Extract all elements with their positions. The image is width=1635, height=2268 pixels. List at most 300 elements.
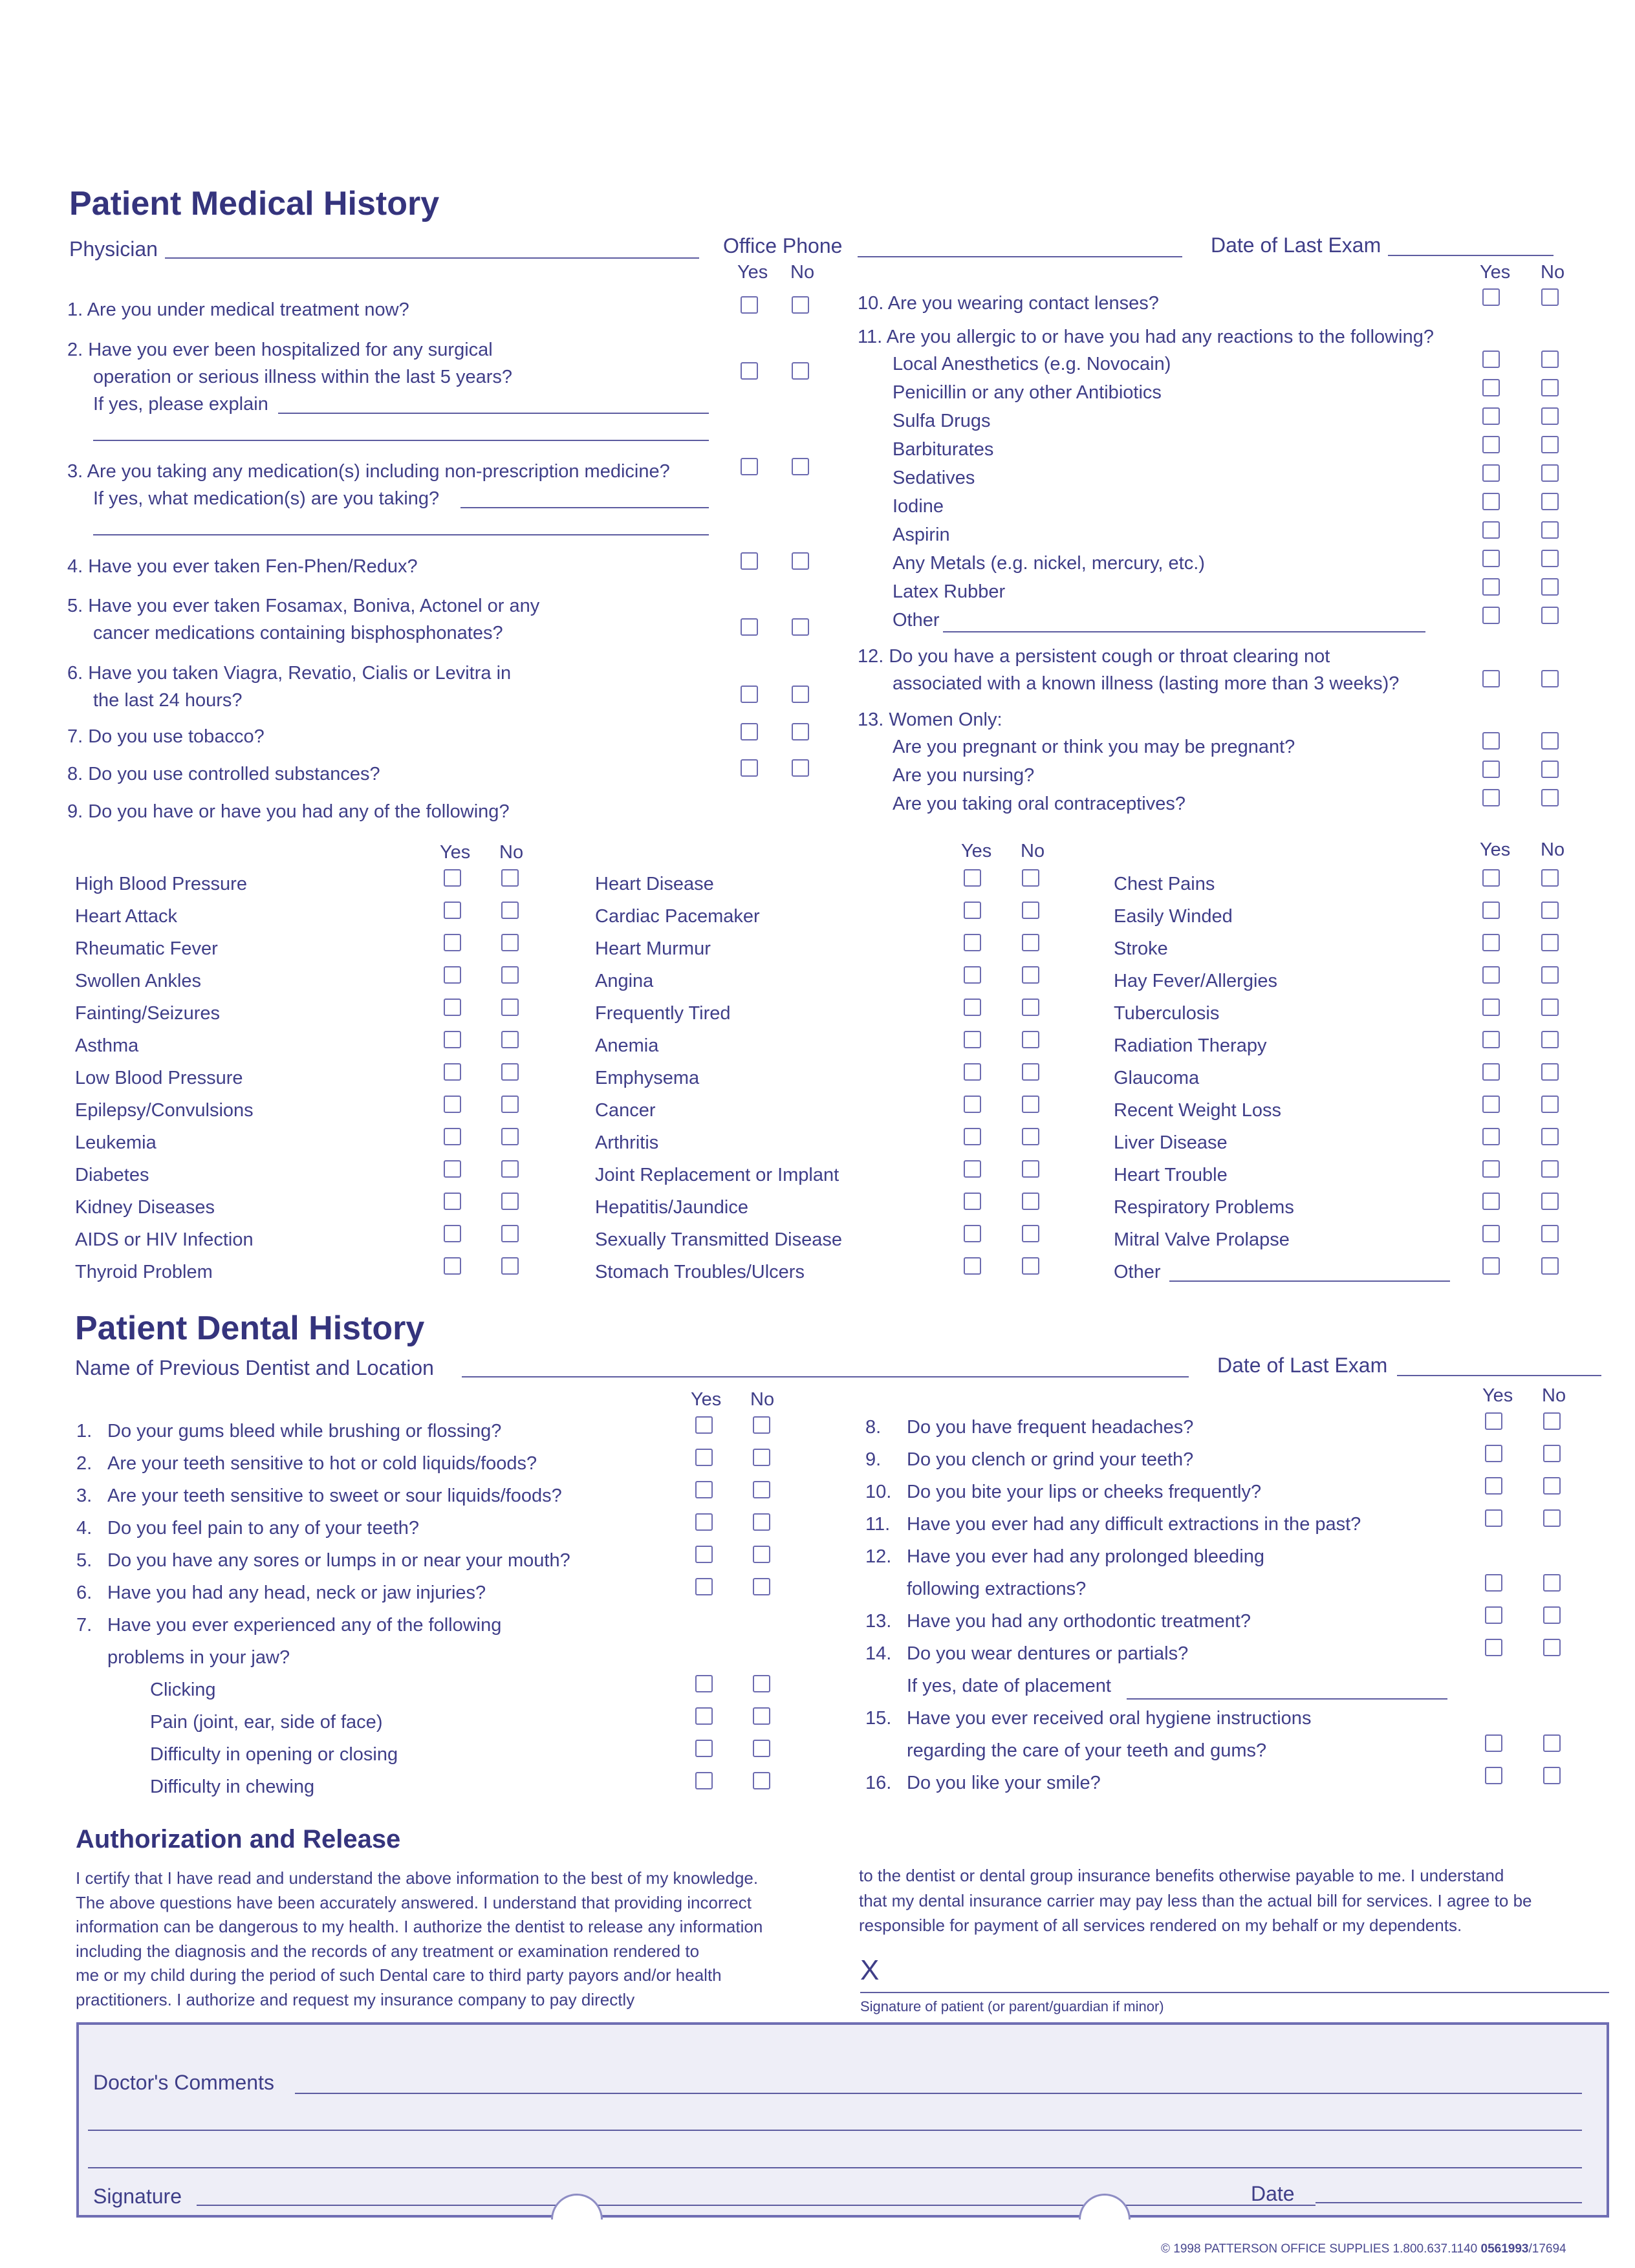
explain-field-2[interactable] bbox=[93, 440, 709, 441]
condition-2-9-yes-checkbox[interactable] bbox=[1482, 1160, 1500, 1178]
no-header: No bbox=[1541, 839, 1565, 860]
allergy-2-yes-checkbox[interactable] bbox=[1482, 407, 1500, 425]
contact-lenses-yes-checkbox[interactable] bbox=[1482, 288, 1500, 306]
persistent-cough-yes-checkbox[interactable] bbox=[1482, 670, 1500, 687]
condition-other-field[interactable] bbox=[1169, 1280, 1450, 1282]
medical-q4-yes-checkbox[interactable] bbox=[741, 552, 758, 570]
jaw-0-no-checkbox[interactable] bbox=[753, 1675, 770, 1692]
condition-1-10-no-checkbox[interactable] bbox=[1022, 1193, 1039, 1210]
condition-0-0-no-checkbox[interactable] bbox=[501, 869, 519, 887]
doctor-date-label: Date bbox=[1251, 2182, 1295, 2205]
yes-header: Yes bbox=[1480, 839, 1511, 860]
condition-0-0-yes-checkbox[interactable] bbox=[444, 869, 461, 887]
signature-caption: Signature of patient (or parent/guardian if minor) bbox=[860, 1998, 1164, 2014]
dental-question: If yes, date of placement bbox=[907, 1676, 1111, 1696]
question-3-cont: If yes, what medication(s) are you taking? bbox=[93, 488, 440, 509]
condition-label: Arthritis bbox=[595, 1132, 659, 1153]
condition-label: Emphysema bbox=[595, 1068, 700, 1088]
condition-0-10-no-checkbox[interactable] bbox=[501, 1193, 519, 1210]
dental-right-1-no-checkbox[interactable] bbox=[1543, 1445, 1561, 1462]
question-13: 13. Women Only: bbox=[858, 709, 1002, 730]
condition-1-5-no-checkbox[interactable] bbox=[1022, 1031, 1039, 1048]
condition-2-2-no-checkbox[interactable] bbox=[1541, 934, 1559, 951]
jaw-2-no-checkbox[interactable] bbox=[753, 1740, 770, 1757]
condition-2-1-yes-checkbox[interactable] bbox=[1482, 902, 1500, 919]
dental-question: problems in your jaw? bbox=[107, 1647, 290, 1668]
dental-q6-no-checkbox[interactable] bbox=[753, 1578, 770, 1595]
dental-question: Do you like your smile? bbox=[907, 1773, 1101, 1793]
condition-label: Hay Fever/Allergies bbox=[1114, 971, 1278, 991]
medication-field-2[interactable] bbox=[93, 534, 709, 535]
dental-right-0-no-checkbox[interactable] bbox=[1543, 1412, 1561, 1430]
dental-q5-yes-checkbox[interactable] bbox=[695, 1546, 713, 1563]
medical-q2-yes-checkbox[interactable] bbox=[741, 362, 758, 380]
dental-question: Have you had any head, neck or jaw injuries? bbox=[107, 1582, 486, 1603]
dental-right-5-no-checkbox[interactable] bbox=[1543, 1606, 1561, 1624]
yes-header: Yes bbox=[691, 1389, 722, 1410]
medical-q6-no-checkbox[interactable] bbox=[792, 686, 809, 703]
doctor-comments-line-2[interactable] bbox=[88, 2130, 1582, 2131]
condition-0-6-no-checkbox[interactable] bbox=[501, 1063, 519, 1081]
placement-date-field[interactable] bbox=[1127, 1698, 1447, 1700]
dental-question-number: 7. bbox=[76, 1615, 92, 1636]
dental-question: Do your gums bleed while brushing or flossing? bbox=[107, 1421, 502, 1442]
allergy-1-no-checkbox[interactable] bbox=[1541, 379, 1559, 396]
condition-1-2-no-checkbox[interactable] bbox=[1022, 934, 1039, 951]
no-header: No bbox=[1021, 841, 1045, 861]
physician-label: Physician bbox=[69, 237, 158, 261]
signature-x-mark: X bbox=[860, 1954, 880, 1986]
condition-0-8-no-checkbox[interactable] bbox=[501, 1128, 519, 1145]
allergy-6-no-checkbox[interactable] bbox=[1541, 521, 1559, 539]
allergy-item: Any Metals (e.g. nickel, mercury, etc.) bbox=[893, 553, 1205, 574]
condition-1-11-yes-checkbox[interactable] bbox=[964, 1225, 981, 1242]
condition-1-3-no-checkbox[interactable] bbox=[1022, 966, 1039, 984]
doctor-comments-line-1[interactable] bbox=[295, 2093, 1582, 2094]
question-10: 10. Are you wearing contact lenses? bbox=[858, 293, 1159, 314]
condition-2-8-no-checkbox[interactable] bbox=[1541, 1128, 1559, 1145]
allergy-item: Penicillin or any other Antibiotics bbox=[893, 382, 1162, 403]
women-0-no-checkbox[interactable] bbox=[1541, 732, 1559, 750]
authorization-text-line: responsible for payment of all services rendered on my behalf or my dependents. bbox=[859, 1916, 1462, 1935]
condition-1-12-no-checkbox[interactable] bbox=[1022, 1257, 1039, 1275]
allergy-7-no-checkbox[interactable] bbox=[1541, 550, 1559, 567]
condition-1-3-yes-checkbox[interactable] bbox=[964, 966, 981, 984]
dental-question-number: 13. bbox=[865, 1611, 892, 1632]
allergy-0-no-checkbox[interactable] bbox=[1541, 351, 1559, 368]
condition-label: Respiratory Problems bbox=[1114, 1197, 1294, 1218]
no-header: No bbox=[499, 842, 524, 863]
medical-q8-no-checkbox[interactable] bbox=[792, 759, 809, 777]
allergy-other-field[interactable] bbox=[943, 631, 1425, 632]
last-exam-field[interactable] bbox=[1388, 255, 1554, 256]
condition-label: Frequently Tired bbox=[595, 1003, 731, 1024]
medical-q3-no-checkbox[interactable] bbox=[792, 458, 809, 475]
condition-1-7-yes-checkbox[interactable] bbox=[964, 1096, 981, 1113]
dental-q1-yes-checkbox[interactable] bbox=[695, 1416, 713, 1434]
jaw-0-yes-checkbox[interactable] bbox=[695, 1675, 713, 1692]
dental-question-number: 2. bbox=[76, 1453, 92, 1474]
condition-2-10-yes-checkbox[interactable] bbox=[1482, 1193, 1500, 1210]
condition-0-5-no-checkbox[interactable] bbox=[501, 1031, 519, 1048]
question-5-cont: cancer medications containing bisphosphonates? bbox=[93, 623, 503, 643]
medical-q7-no-checkbox[interactable] bbox=[792, 723, 809, 740]
dental-question-number: 16. bbox=[865, 1773, 892, 1793]
doctor-comments-line-3[interactable] bbox=[88, 2167, 1582, 2168]
jaw-1-yes-checkbox[interactable] bbox=[695, 1707, 713, 1725]
question-6: 6. Have you taken Viagra, Revatio, Cialis or Levitra in bbox=[67, 663, 512, 684]
persistent-cough-no-checkbox[interactable] bbox=[1541, 670, 1559, 687]
condition-2-8-yes-checkbox[interactable] bbox=[1482, 1128, 1500, 1145]
explain-field[interactable] bbox=[278, 413, 709, 414]
dental-right-7-yes-checkbox[interactable] bbox=[1485, 1734, 1502, 1752]
women-question: Are you pregnant or think you may be pregnant? bbox=[893, 737, 1295, 757]
medical-q8-yes-checkbox[interactable] bbox=[741, 759, 758, 777]
dental-question-number: 10. bbox=[865, 1482, 892, 1502]
condition-0-9-no-checkbox[interactable] bbox=[501, 1160, 519, 1178]
dental-question: Do you feel pain to any of your teeth? bbox=[107, 1518, 420, 1539]
dental-q5-no-checkbox[interactable] bbox=[753, 1546, 770, 1563]
condition-1-6-yes-checkbox[interactable] bbox=[964, 1063, 981, 1081]
jaw-1-no-checkbox[interactable] bbox=[753, 1707, 770, 1725]
allergy-5-no-checkbox[interactable] bbox=[1541, 493, 1559, 510]
question-12: 12. Do you have a persistent cough or throat clearing not bbox=[858, 646, 1330, 667]
condition-1-11-no-checkbox[interactable] bbox=[1022, 1225, 1039, 1242]
authorization-title: Authorization and Release bbox=[76, 1825, 401, 1853]
jaw-3-no-checkbox[interactable] bbox=[753, 1772, 770, 1789]
dental-question-number: 9. bbox=[865, 1449, 882, 1470]
dental-right-4-yes-checkbox[interactable] bbox=[1485, 1574, 1502, 1592]
condition-label: Diabetes bbox=[75, 1165, 149, 1185]
condition-2-12-no-checkbox[interactable] bbox=[1541, 1257, 1559, 1275]
authorization-text-line: including the diagnosis and the records of any treatment or examination rendered to bbox=[76, 1941, 700, 1961]
condition-2-3-yes-checkbox[interactable] bbox=[1482, 966, 1500, 984]
women-1-yes-checkbox[interactable] bbox=[1482, 761, 1500, 778]
allergy-item: Latex Rubber bbox=[893, 581, 1006, 602]
yes-header: Yes bbox=[1482, 1385, 1513, 1406]
condition-2-7-no-checkbox[interactable] bbox=[1541, 1096, 1559, 1113]
dental-right-7-no-checkbox[interactable] bbox=[1543, 1734, 1561, 1752]
condition-2-12-yes-checkbox[interactable] bbox=[1482, 1257, 1500, 1275]
condition-0-4-no-checkbox[interactable] bbox=[501, 999, 519, 1016]
condition-1-8-no-checkbox[interactable] bbox=[1022, 1128, 1039, 1145]
dental-q3-no-checkbox[interactable] bbox=[753, 1481, 770, 1498]
dental-right-1-yes-checkbox[interactable] bbox=[1485, 1445, 1502, 1462]
condition-0-2-no-checkbox[interactable] bbox=[501, 934, 519, 951]
dental-last-exam-label: Date of Last Exam bbox=[1217, 1354, 1388, 1377]
medication-field[interactable] bbox=[460, 507, 709, 508]
allergy-8-no-checkbox[interactable] bbox=[1541, 578, 1559, 596]
allergy-5-yes-checkbox[interactable] bbox=[1482, 493, 1500, 510]
condition-label: Anemia bbox=[595, 1035, 659, 1056]
allergy-4-no-checkbox[interactable] bbox=[1541, 464, 1559, 482]
condition-2-0-yes-checkbox[interactable] bbox=[1482, 869, 1500, 887]
previous-dentist-field[interactable] bbox=[462, 1376, 1189, 1377]
condition-0-9-yes-checkbox[interactable] bbox=[444, 1160, 461, 1178]
medical-q5-no-checkbox[interactable] bbox=[792, 618, 809, 636]
allergy-item: Other bbox=[893, 610, 940, 631]
condition-2-4-no-checkbox[interactable] bbox=[1541, 999, 1559, 1016]
condition-label: Cardiac Pacemaker bbox=[595, 906, 760, 927]
dental-right-2-no-checkbox[interactable] bbox=[1543, 1477, 1561, 1495]
dental-question-number: 6. bbox=[76, 1582, 92, 1603]
dental-question-number: 15. bbox=[865, 1708, 892, 1729]
dental-question: Have you ever had any difficult extractions in the past? bbox=[907, 1514, 1361, 1535]
condition-label: Mitral Valve Prolapse bbox=[1114, 1229, 1290, 1250]
copyright-text: © 1998 PATTERSON OFFICE SUPPLIES 1.800.637.1140 bbox=[1161, 2242, 1481, 2256]
question-2-explain: If yes, please explain bbox=[93, 394, 268, 415]
condition-label: Liver Disease bbox=[1114, 1132, 1228, 1153]
condition-label: Heart Trouble bbox=[1114, 1165, 1228, 1185]
condition-label: Epilepsy/Convulsions bbox=[75, 1100, 254, 1121]
doctor-signature-field[interactable] bbox=[197, 2205, 1316, 2206]
condition-1-10-yes-checkbox[interactable] bbox=[964, 1193, 981, 1210]
medical-q3-yes-checkbox[interactable] bbox=[741, 458, 758, 475]
form-code: 0561993 bbox=[1480, 2242, 1529, 2256]
condition-1-8-yes-checkbox[interactable] bbox=[964, 1128, 981, 1145]
dental-right-8-no-checkbox[interactable] bbox=[1543, 1767, 1561, 1784]
question-2-cont: operation or serious illness within the last 5 years? bbox=[93, 367, 512, 387]
condition-2-5-no-checkbox[interactable] bbox=[1541, 1031, 1559, 1048]
dental-question-number: 1. bbox=[76, 1421, 92, 1442]
condition-1-1-yes-checkbox[interactable] bbox=[964, 902, 981, 919]
allergy-2-no-checkbox[interactable] bbox=[1541, 407, 1559, 425]
dental-question: Do you clench or grind your teeth? bbox=[907, 1449, 1194, 1470]
allergy-7-yes-checkbox[interactable] bbox=[1482, 550, 1500, 567]
dental-q1-no-checkbox[interactable] bbox=[753, 1416, 770, 1434]
condition-1-1-no-checkbox[interactable] bbox=[1022, 902, 1039, 919]
women-question: Are you nursing? bbox=[893, 765, 1035, 786]
question-9: 9. Do you have or have you had any of the following? bbox=[67, 801, 510, 822]
women-0-yes-checkbox[interactable] bbox=[1482, 732, 1500, 750]
condition-2-5-yes-checkbox[interactable] bbox=[1482, 1031, 1500, 1048]
office-phone-label: Office Phone bbox=[723, 234, 843, 257]
condition-label: Rheumatic Fever bbox=[75, 938, 218, 959]
dental-right-3-yes-checkbox[interactable] bbox=[1485, 1509, 1502, 1527]
condition-label: Sexually Transmitted Disease bbox=[595, 1229, 842, 1250]
dental-question: Have you had any orthodontic treatment? bbox=[907, 1611, 1251, 1632]
question-8: 8. Do you use controlled substances? bbox=[67, 764, 380, 784]
copyright-footer bbox=[1161, 2242, 1566, 2256]
condition-label: AIDS or HIV Infection bbox=[75, 1229, 254, 1250]
condition-label: Other bbox=[1114, 1262, 1161, 1282]
doctor-date-field[interactable] bbox=[1316, 2202, 1582, 2203]
question-4: 4. Have you ever taken Fen-Phen/Redux? bbox=[67, 556, 418, 577]
allergy-item: Local Anesthetics (e.g. Novocain) bbox=[893, 354, 1171, 374]
yes-header: Yes bbox=[440, 842, 471, 863]
dental-right-2-yes-checkbox[interactable] bbox=[1485, 1477, 1502, 1495]
medical-q1-yes-checkbox[interactable] bbox=[741, 296, 758, 314]
condition-2-10-no-checkbox[interactable] bbox=[1541, 1193, 1559, 1210]
condition-label: Easily Winded bbox=[1114, 906, 1233, 927]
allergy-9-no-checkbox[interactable] bbox=[1541, 607, 1559, 624]
condition-label: Hepatitis/Jaundice bbox=[595, 1197, 748, 1218]
office-phone-field[interactable] bbox=[858, 256, 1182, 257]
condition-1-0-yes-checkbox[interactable] bbox=[964, 869, 981, 887]
dental-last-exam-field[interactable] bbox=[1397, 1375, 1601, 1376]
patient-signature-field[interactable] bbox=[860, 1992, 1609, 1993]
jaw-symptom: Clicking bbox=[150, 1679, 216, 1700]
condition-label: Recent Weight Loss bbox=[1114, 1100, 1281, 1121]
condition-label: Angina bbox=[595, 971, 654, 991]
condition-label: Glaucoma bbox=[1114, 1068, 1200, 1088]
condition-0-5-yes-checkbox[interactable] bbox=[444, 1031, 461, 1048]
dental-q2-yes-checkbox[interactable] bbox=[695, 1449, 713, 1466]
condition-label: Kidney Diseases bbox=[75, 1197, 215, 1218]
condition-1-4-no-checkbox[interactable] bbox=[1022, 999, 1039, 1016]
allergy-item: Iodine bbox=[893, 496, 944, 517]
authorization-text-line: to the dentist or dental group insurance benefits otherwise payable to me. I understand bbox=[859, 1866, 1504, 1885]
condition-1-9-no-checkbox[interactable] bbox=[1022, 1160, 1039, 1178]
condition-1-6-no-checkbox[interactable] bbox=[1022, 1063, 1039, 1081]
dental-q4-no-checkbox[interactable] bbox=[753, 1513, 770, 1531]
question-7: 7. Do you use tobacco? bbox=[67, 726, 265, 747]
no-header: No bbox=[790, 262, 815, 283]
authorization-text-line: I certify that I have read and understand the above information to the best of my knowledge. bbox=[76, 1868, 759, 1888]
dental-right-6-no-checkbox[interactable] bbox=[1543, 1639, 1561, 1656]
condition-0-1-yes-checkbox[interactable] bbox=[444, 902, 461, 919]
condition-1-5-yes-checkbox[interactable] bbox=[964, 1031, 981, 1048]
dental-history-title: Patient Dental History bbox=[75, 1310, 425, 1347]
authorization-text-line: practitioners. I authorize and request my insurance company to pay directly bbox=[76, 1989, 635, 2009]
condition-0-11-yes-checkbox[interactable] bbox=[444, 1225, 461, 1242]
condition-label: Heart Disease bbox=[595, 874, 714, 894]
condition-0-3-no-checkbox[interactable] bbox=[501, 966, 519, 984]
women-question: Are you taking oral contraceptives? bbox=[893, 794, 1186, 814]
allergy-0-yes-checkbox[interactable] bbox=[1482, 351, 1500, 368]
condition-0-11-no-checkbox[interactable] bbox=[501, 1225, 519, 1242]
condition-0-10-yes-checkbox[interactable] bbox=[444, 1193, 461, 1210]
dental-q3-yes-checkbox[interactable] bbox=[695, 1481, 713, 1498]
allergy-9-yes-checkbox[interactable] bbox=[1482, 607, 1500, 624]
dental-question: Have you ever experienced any of the following bbox=[107, 1615, 502, 1636]
condition-2-11-yes-checkbox[interactable] bbox=[1482, 1225, 1500, 1242]
dental-right-8-yes-checkbox[interactable] bbox=[1485, 1767, 1502, 1784]
allergy-item: Sulfa Drugs bbox=[893, 411, 991, 431]
condition-label: Stroke bbox=[1114, 938, 1168, 959]
condition-0-8-yes-checkbox[interactable] bbox=[444, 1128, 461, 1145]
dental-right-5-yes-checkbox[interactable] bbox=[1485, 1606, 1502, 1624]
medical-q5-yes-checkbox[interactable] bbox=[741, 618, 758, 636]
dental-q4-yes-checkbox[interactable] bbox=[695, 1513, 713, 1531]
condition-label: Heart Murmur bbox=[595, 938, 711, 959]
allergy-item: Sedatives bbox=[893, 468, 975, 488]
allergy-4-yes-checkbox[interactable] bbox=[1482, 464, 1500, 482]
condition-2-4-yes-checkbox[interactable] bbox=[1482, 999, 1500, 1016]
condition-label: Stomach Troubles/Ulcers bbox=[595, 1262, 805, 1282]
condition-1-2-yes-checkbox[interactable] bbox=[964, 934, 981, 951]
condition-1-4-yes-checkbox[interactable] bbox=[964, 999, 981, 1016]
dental-right-0-yes-checkbox[interactable] bbox=[1485, 1412, 1502, 1430]
condition-0-12-no-checkbox[interactable] bbox=[501, 1257, 519, 1275]
condition-2-6-yes-checkbox[interactable] bbox=[1482, 1063, 1500, 1081]
authorization-text-line: The above questions have been accurately answered. I understand that providing incorrect bbox=[76, 1892, 752, 1912]
condition-1-7-no-checkbox[interactable] bbox=[1022, 1096, 1039, 1113]
condition-label: High Blood Pressure bbox=[75, 874, 247, 894]
dental-question: Have you ever received oral hygiene instructions bbox=[907, 1708, 1312, 1729]
dental-q6-yes-checkbox[interactable] bbox=[695, 1578, 713, 1595]
condition-2-9-no-checkbox[interactable] bbox=[1541, 1160, 1559, 1178]
condition-label: Thyroid Problem bbox=[75, 1262, 213, 1282]
condition-2-2-yes-checkbox[interactable] bbox=[1482, 934, 1500, 951]
contact-lenses-no-checkbox[interactable] bbox=[1541, 288, 1559, 306]
jaw-symptom: Difficulty in chewing bbox=[150, 1777, 315, 1797]
dental-question-number: 11. bbox=[865, 1514, 891, 1535]
allergy-3-no-checkbox[interactable] bbox=[1541, 436, 1559, 453]
form-code-suffix: /17694 bbox=[1528, 2242, 1566, 2256]
allergy-3-yes-checkbox[interactable] bbox=[1482, 436, 1500, 453]
medical-q6-yes-checkbox[interactable] bbox=[741, 686, 758, 703]
women-2-no-checkbox[interactable] bbox=[1541, 789, 1559, 806]
dental-question: Do you bite your lips or cheeks frequently? bbox=[907, 1482, 1262, 1502]
question-2: 2. Have you ever been hospitalized for any surgical bbox=[67, 340, 493, 360]
condition-2-3-no-checkbox[interactable] bbox=[1541, 966, 1559, 984]
allergy-1-yes-checkbox[interactable] bbox=[1482, 379, 1500, 396]
question-1: 1. Are you under medical treatment now? bbox=[67, 299, 409, 320]
question-3: 3. Are you taking any medication(s) including non-prescription medicine? bbox=[67, 461, 670, 482]
dental-question: Do you have frequent headaches? bbox=[907, 1417, 1194, 1438]
condition-1-12-yes-checkbox[interactable] bbox=[964, 1257, 981, 1275]
women-1-no-checkbox[interactable] bbox=[1541, 761, 1559, 778]
medical-q4-no-checkbox[interactable] bbox=[792, 552, 809, 570]
medical-q7-yes-checkbox[interactable] bbox=[741, 723, 758, 740]
previous-dentist-label: Name of Previous Dentist and Location bbox=[75, 1356, 434, 1379]
dental-question-number: 3. bbox=[76, 1485, 92, 1506]
dental-question: Are your teeth sensitive to hot or cold liquids/foods? bbox=[107, 1453, 537, 1474]
condition-0-12-yes-checkbox[interactable] bbox=[444, 1257, 461, 1275]
dental-right-3-no-checkbox[interactable] bbox=[1543, 1509, 1561, 1527]
medical-q2-no-checkbox[interactable] bbox=[792, 362, 809, 380]
women-2-yes-checkbox[interactable] bbox=[1482, 789, 1500, 806]
doctor-comments-box bbox=[76, 2022, 1609, 2218]
condition-2-11-no-checkbox[interactable] bbox=[1541, 1225, 1559, 1242]
dental-right-6-yes-checkbox[interactable] bbox=[1485, 1639, 1502, 1656]
condition-label: Leukemia bbox=[75, 1132, 157, 1153]
condition-label: Swollen Ankles bbox=[75, 971, 202, 991]
dental-right-4-no-checkbox[interactable] bbox=[1543, 1574, 1561, 1592]
condition-1-9-yes-checkbox[interactable] bbox=[964, 1160, 981, 1178]
medical-q1-no-checkbox[interactable] bbox=[792, 296, 809, 314]
condition-0-3-yes-checkbox[interactable] bbox=[444, 966, 461, 984]
jaw-3-yes-checkbox[interactable] bbox=[695, 1772, 713, 1789]
condition-0-1-no-checkbox[interactable] bbox=[501, 902, 519, 919]
allergy-8-yes-checkbox[interactable] bbox=[1482, 578, 1500, 596]
question-5: 5. Have you ever taken Fosamax, Boniva, Actonel or any bbox=[67, 596, 540, 616]
condition-0-2-yes-checkbox[interactable] bbox=[444, 934, 461, 951]
condition-0-7-no-checkbox[interactable] bbox=[501, 1096, 519, 1113]
condition-label: Chest Pains bbox=[1114, 874, 1215, 894]
no-header: No bbox=[750, 1389, 775, 1410]
condition-0-6-yes-checkbox[interactable] bbox=[444, 1063, 461, 1081]
condition-2-0-no-checkbox[interactable] bbox=[1541, 869, 1559, 887]
condition-2-1-no-checkbox[interactable] bbox=[1541, 902, 1559, 919]
physician-field[interactable] bbox=[165, 257, 699, 259]
condition-label: Radiation Therapy bbox=[1114, 1035, 1267, 1056]
allergy-6-yes-checkbox[interactable] bbox=[1482, 521, 1500, 539]
condition-0-7-yes-checkbox[interactable] bbox=[444, 1096, 461, 1113]
condition-label: Tuberculosis bbox=[1114, 1003, 1220, 1024]
condition-1-0-no-checkbox[interactable] bbox=[1022, 869, 1039, 887]
yes-header: Yes bbox=[737, 262, 768, 283]
dental-question-number: 5. bbox=[76, 1550, 92, 1571]
jaw-2-yes-checkbox[interactable] bbox=[695, 1740, 713, 1757]
condition-0-4-yes-checkbox[interactable] bbox=[444, 999, 461, 1016]
condition-2-7-yes-checkbox[interactable] bbox=[1482, 1096, 1500, 1113]
condition-2-6-no-checkbox[interactable] bbox=[1541, 1063, 1559, 1081]
dental-q2-no-checkbox[interactable] bbox=[753, 1449, 770, 1466]
condition-label: Joint Replacement or Implant bbox=[595, 1165, 839, 1185]
dental-question: Do you have any sores or lumps in or near your mouth? bbox=[107, 1550, 570, 1571]
